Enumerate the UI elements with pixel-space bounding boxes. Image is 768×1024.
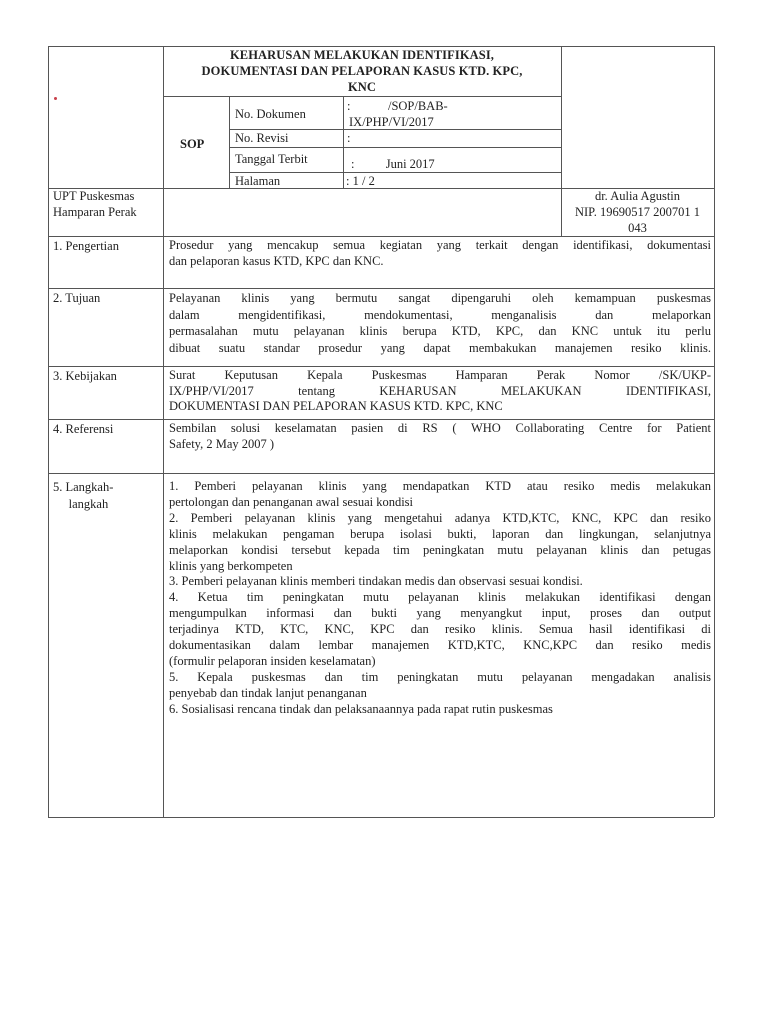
title-line: KNC bbox=[347, 80, 377, 94]
title-line: DOKUMENTASI DAN PELAPORAN KASUS KTD. KPC, bbox=[201, 64, 523, 78]
section-body-langkah bbox=[169, 479, 711, 718]
step-line: dokumentasikan dalam lembar manajemen KTD,KTC, KNC,KPC dan resiko medis bbox=[169, 638, 711, 653]
signer-nip: NIP. 19690517 200701 1 bbox=[574, 205, 700, 219]
document-title bbox=[163, 47, 561, 95]
step-line: 5. Kepala puskesmas dan tim peningkatan mutu pelayanan mengadakan analisis bbox=[169, 669, 711, 684]
signer-block bbox=[561, 188, 714, 236]
step-line: 3. Pemberi pelayanan klinis memberi tindakan medis dan observasi sesuai kondisi. bbox=[169, 574, 583, 589]
field-value-no-dokumen: : /SOP/BAB- bbox=[347, 99, 448, 113]
section-label-langkah: langkah bbox=[53, 497, 109, 511]
title-line: KEHARUSAN MELAKUKAN IDENTIFIKASI, bbox=[229, 48, 495, 62]
signer-nip-cont: 043 bbox=[628, 221, 647, 235]
body-line: dan pelaporan kasus KTD, KPC dan KNC. bbox=[169, 253, 384, 268]
body-line: Safety, 2 May 2007 ) bbox=[169, 436, 275, 451]
section-body-pengertian bbox=[169, 238, 711, 269]
step-line: (formulir pelaporan insiden keselamatan) bbox=[169, 653, 376, 668]
field-value-no-dokumen: IX/PHP/VI/2017 bbox=[349, 115, 434, 129]
body-line: dibuat suatu standar prosedur yang dapat membakukan manajemen resiko klinis. bbox=[169, 340, 711, 355]
step-line: 1. Pemberi pelayanan klinis yang mendapatkan KTD atau resiko medis melakukan bbox=[169, 479, 711, 493]
field-label-no-dokumen: No. Dokumen bbox=[235, 107, 306, 121]
step-line: 2. Pemberi pelayanan klinis yang mengetahui adanya KTD,KTC, KNC, KPC dan resiko bbox=[169, 510, 711, 525]
signer-name: dr. Aulia Agustin bbox=[594, 189, 681, 203]
field-value-no-revisi: : bbox=[347, 131, 351, 145]
body-line: IX/PHP/VI/2017 tentang KEHARUSAN MELAKUKAN IDENTIFIKASI, bbox=[169, 383, 711, 398]
section-label-pengertian: 1. Pengertian bbox=[53, 239, 119, 253]
body-line: dalam mengidentifikasi, mendokumentasi, menganalisis dan melaporkan bbox=[169, 307, 711, 322]
field-label-no-revisi: No. Revisi bbox=[235, 131, 289, 145]
section-body-referensi bbox=[169, 421, 711, 452]
body-line: permasalahan mutu pelayanan klinis berupa KTD, KPC, dan KNC untuk itu perlu bbox=[169, 324, 711, 338]
step-line: klinis melakukan pengaman berupa isolasi bukti, laporan dan lingkungan, selanjutnya bbox=[169, 526, 711, 541]
body-line: Pelayanan klinis yang bermutu sangat dipengaruhi oleh kemampuan puskesmas bbox=[169, 291, 711, 305]
unit-line: Hamparan Perak bbox=[53, 205, 137, 219]
section-body-tujuan bbox=[169, 290, 711, 356]
section-label-kebijakan: 3. Kebijakan bbox=[53, 369, 117, 383]
section-label-referensi: 4. Referensi bbox=[53, 422, 114, 436]
section-body-kebijakan bbox=[169, 368, 711, 415]
logo-mark bbox=[54, 97, 57, 100]
step-line: 4. Ketua tim peningkatan mutu pelayanan klinis melakukan identifikasi dengan bbox=[169, 590, 711, 605]
step-line: klinis yang berkompeten bbox=[169, 558, 293, 573]
step-line: terjadinya KTD, KTC, KNC, KPC dan resiko klinis. Semua hasil identifikasi di bbox=[169, 622, 711, 637]
field-label-halaman: Halaman bbox=[235, 174, 281, 188]
step-line: pertolongan dan penanganan awal sesuai kondisi bbox=[169, 494, 414, 509]
field-value-halaman: : 1 / 2 bbox=[346, 174, 375, 188]
unit-line: UPT Puskesmas bbox=[53, 189, 135, 203]
section-label-langkah: 5. Langkah- bbox=[53, 480, 114, 494]
section-label-tujuan: 2. Tujuan bbox=[53, 291, 101, 305]
body-line: Prosedur yang mencakup semua kegiatan yang terkait dengan identifikasi, dokumentasi bbox=[169, 238, 711, 252]
step-line: melaporkan kondisi tersebut kepada tim peningkatan mutu pelayanan klinis dan petugas bbox=[169, 542, 711, 557]
body-line: Sembilan solusi keselamatan pasien di RS ( WHO Collaborating Centre for Patient bbox=[169, 421, 711, 435]
step-line: penyebab dan tindak lanjut penanganan bbox=[169, 685, 367, 700]
unit-name bbox=[53, 188, 137, 220]
field-label-tanggal-terbit: Tanggal Terbit bbox=[235, 152, 308, 166]
field-value-tanggal-terbit: : Juni 2017 bbox=[351, 157, 435, 171]
step-line: 6. Sosialisasi rencana tindak dan pelaksanaannya pada rapat rutin puskesmas bbox=[169, 701, 553, 716]
body-line: DOKUMENTASI DAN PELAPORAN KASUS KTD. KPC, KNC bbox=[169, 399, 503, 414]
step-line: mengumpulkan informasi dan bukti yang menyangkut input, proses dan output bbox=[169, 606, 711, 621]
body-line: Surat Keputusan Kepala Puskesmas Hamparan Perak Nomor /SK/UKP- bbox=[169, 368, 711, 382]
sop-label: SOP bbox=[180, 137, 205, 151]
